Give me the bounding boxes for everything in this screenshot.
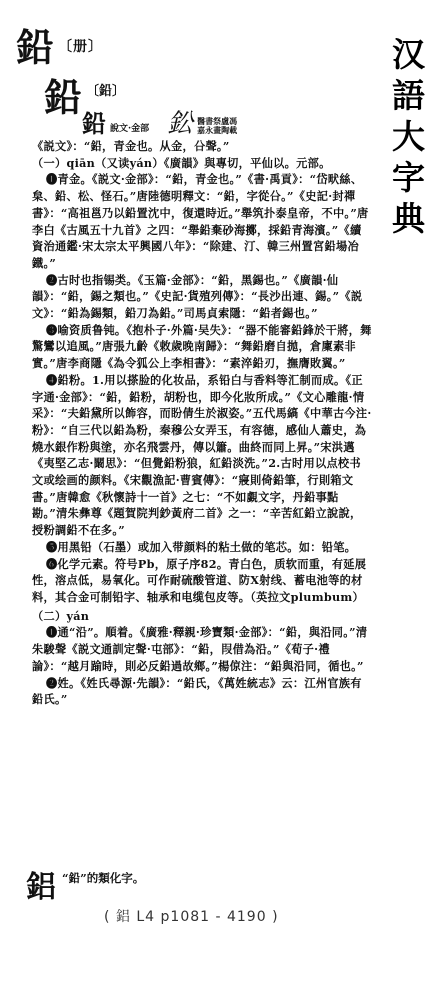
headword-variant-tag: 〔册〕: [58, 39, 103, 55]
handwritten-annotation: ( 鋁 L4 p1081 - 4190 ): [104, 909, 279, 925]
dictionary-title: [392, 34, 425, 239]
headword: 鉛: [44, 75, 83, 120]
definition: ❶青金。《説文·金部》：“鉛，青金也。”《書·禹貢》：“岱畎絲、枲、鉛、松、怪石。”唐陸德明釋文：“鉛，字從㕣。”《史記·封禪書》：“高祖邕乃以鉛置沈中，復還時近。”舉筑扑泰皇帝，不中。”唐李白《古風五十九首》之四：“舉鉛棄砂海擲，採鉛青海濱。”《續資治通鑑·宋太宗太平興國八年》：“除建、汀、韓三州置宮鉛場冶鐵。”: [32, 172, 369, 270]
headword-tag: 〔鉛〕: [86, 84, 126, 99]
title-char: 語: [392, 76, 425, 115]
related-headword: 鋁: [26, 870, 56, 905]
seal-script-caption: 說文·金部: [110, 124, 150, 134]
headword-variant: 鉛: [16, 25, 55, 70]
seal-script-glyph: 鉛: [82, 109, 106, 138]
definition: ❺用黑铅（石墨）或加入带颜料的粘土做的笔芯。如：铅笔。: [46, 539, 357, 554]
definition: ❻化学元素。符号Pb，原子序82。青白色，质软而重，有延展性，溶点低，易氧化。可作耐硫酸管道、防X射线、蓄电池等的材料，其合金可制铅字、轴承和电缆包皮等。（英拉文plumbum）: [32, 556, 367, 604]
definition: ❸喻资质鲁钝。《抱朴子·外篇·吴失》：“器不能審鉛鋒於干將，舞驚鸞以追風。”唐張九齡《敕歲晚南歸》：“舞鉛磨自拋，倉廩素非實。”唐李商隱《為令狐公上李相書》：“素淬鉛刃，撫膺敗翼。”: [32, 322, 372, 371]
title-char: 典: [392, 199, 425, 238]
shuowen-quote: 《説文》：“鉛，青金也。从金，㕣聲。”: [32, 139, 230, 153]
pronunciation-section: （二）yán: [32, 608, 90, 623]
cursive-script-glyph: 鈆: [167, 109, 194, 139]
definition: ❷古时也指锡类。《玉篇·金部》：“鉛，黑錫也。”《廣韻·仙韻》：“鉛，錫之類也。”《史記·貨殖列傳》：“長沙出連、錫。”《説文》：“鉛為錫類，鉛刀為鉛。”司馬貞索隱：“鉛者錫也。”: [32, 272, 363, 321]
entry-body: [32, 138, 372, 708]
title-char: 大: [392, 117, 425, 156]
title-char: 字: [392, 158, 425, 197]
definition: ❶通“沿”。順着。《廣雅·釋親·珍寶類·金部》：“鉛，與沿同。”清朱駿聲《説文通訓定聲·屯部》：“鉛，叚借為沿。”《荀子·禮論》：“越月踰時，則必反鉛過故鄉。”楊倞注：“鉛與沿同，循也。”: [32, 625, 368, 673]
definition: ❹鉛粉。1.用以搽脸的化妆品，系铅白与香料等汇制而成。《正字通·金部》：“鉛，鉛粉，胡粉也，即今化妝所成。”《文心雕龍·情采》：“夫鉛黛所以飾容，而盼倩生於淑姿。”五代馬縞《中華古今注·粉》：“自三代以鉛為粉，秦穆公女弄玉，有容德，感仙人蕭史，為燒水銀作粉與塗，亦名飛雲丹，傳以簫。曲終而同上昇。”宋洪邁《夷堅乙志·闞思》：“但覺鉛粉狼，紅鉛淡洗。”2.古时用以点校书文或绘画的颜料。《宋觀漁記·曹賓傳》：“寢則倚鉛筆，行則箱文書。”唐韓愈《秋懷詩十一首》之七：“不如覷文字，丹鉛事點勘。”清朱彝尊《題賀院判鈔黃府二首》之一：“辛苦紅鉛立說說，授粉調鉛不在多。”: [32, 372, 372, 538]
cursive-script-source: [197, 117, 237, 135]
source-line: 醫書祭盧馮: [197, 116, 238, 126]
definition: ❷姓。《姓氏尋源·先韻》：“鉛氏，《萬姓統志》云：江州官族有鉛氏。”: [32, 675, 362, 707]
title-char: 汉: [392, 35, 425, 74]
pronunciation-section: （一）qiān（又读yán）《廣韻》與專切，平仙以。元部。: [32, 155, 331, 170]
related-headword-definition: “鉛”的類化字。: [62, 871, 145, 885]
script-forms: [82, 110, 237, 138]
source-line: 嘉永畫陶載: [197, 125, 238, 135]
